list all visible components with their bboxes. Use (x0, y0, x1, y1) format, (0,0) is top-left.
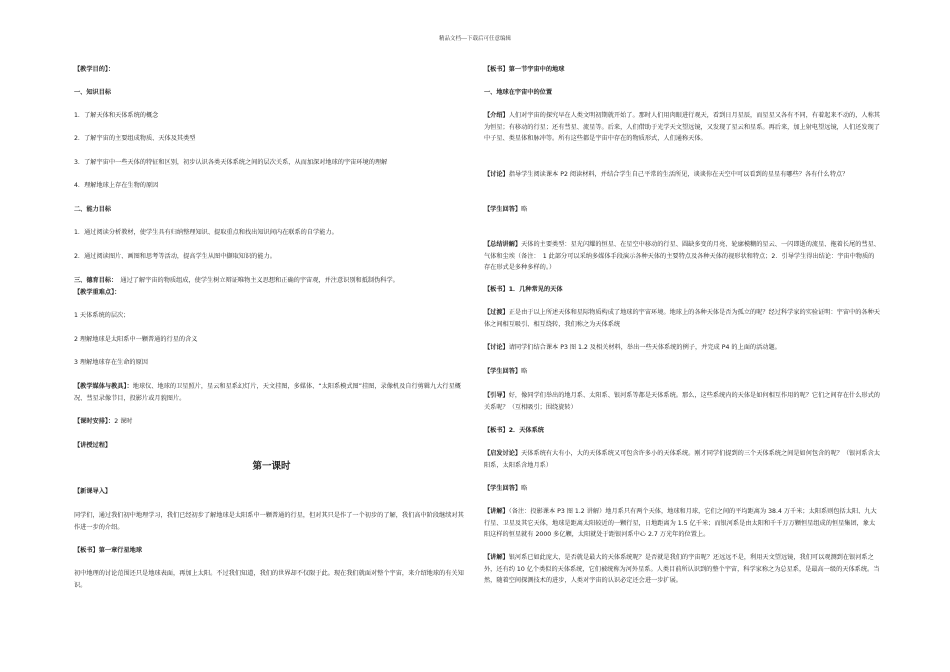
label: 【讨论】 (484, 171, 509, 178)
paragraph: 1 天体系统的层次； (74, 312, 130, 319)
heading: 【新课导入】 (74, 488, 112, 495)
paragraph: 【讨论】请同学们结合课本 P3 图 1.2 及相关材料，举出一些天体系统的例子，并完成 P4 的上面的活动题。 (484, 344, 781, 351)
heading: 【板书】1．几种常见的天体 (484, 286, 563, 293)
heading: 【教学目的】： (74, 66, 115, 73)
paragraph: 【引导】好，像同学们举出的地月系、太阳系、银河系等都是天体系统。那么，这些系统内的天体是如何相互作用的呢？它们之间存在什么形式的关系呢？（互相吸引；围绕旋转） (484, 392, 880, 411)
label: 【总结讲解】 (484, 241, 522, 248)
paragraph: 同学们，通过我们初中地理学习，我们已经初步了解地球是太阳系中一颗普通的行星，但对其只是作了一个初步的了解，我们高中阶段继续对其作进一步的介绍。 (74, 512, 464, 531)
paragraph: 初中地理的讨论范围还只是地球表面，再加上太阳。不过我们知道，我们的世界却不仅限于此。现在我们就面对整个宇宙，来介绍地球的有关知识。 (74, 570, 464, 589)
heading: 一、地球在宇宙中的位置 (484, 89, 553, 96)
paragraph: 2 理解地球是太阳系中一颗普通的行星的含义 (74, 336, 198, 343)
paragraph: 【过渡】正是由于以上所述天体和星际物质构成了地球的宇宙环境。地球上的各种天体是否为孤立的呢？经过科学家的实验证明：宇宙中的各种天体之间相互吸引、相互绕转，我们称之为天体系统 (484, 309, 880, 328)
label: 【过渡】 (484, 309, 509, 316)
paragraph: 1．了解天体和天体系统的概念 (74, 112, 159, 119)
label: 【学生回答】 (484, 485, 522, 492)
paragraph: 【学生回答】略 (484, 485, 528, 492)
label: 【启发讨论】 (484, 450, 522, 457)
label: 【引导】 (484, 392, 509, 399)
heading: 【讲授过程】 (74, 442, 112, 449)
heading: 二、能力目标 (74, 206, 112, 213)
paragraph: 三、德育目标： 通过了解宇宙的物质组成，使学生树立辩证唯物主义思想和正确的宇宙观，并注意识别和抵制伪科学。 (74, 277, 399, 284)
paragraph: 【课时安排】：2 课时 (74, 418, 133, 425)
paragraph: 【讨论】指导学生阅读课本 P2 阅读材料，并结合学生自己平常的生活所见，谈谈你在天空中可以看到的星星有哪些？各有什么特点？ (484, 171, 849, 178)
paragraph: 3．了解宇宙中一些天体的特征和区别，初步认识各类天体系统之间的层次关系，从而加深对地球的宇宙环境的理解 (74, 159, 388, 166)
paragraph: 4．理解地球上存在生物的原因 (74, 182, 159, 189)
paragraph: 【教学媒体与教具】：地球仪、地球的卫星照片，星云和星系幻灯片，天文挂图，多媒体、“太阳系模式图”挂图，录像机及自行剪辑九大行星概况、彗星录像节目，投影片或月貌图片。 (74, 383, 461, 402)
heading: 一、知识目标 (74, 89, 112, 96)
label: 【学生回答】 (484, 206, 522, 213)
paragraph: 2．通过阅读图片、画图和思考等活动，提高学生从图中撷取知识的能力。 (74, 253, 276, 260)
heading: 【教学重难点】： (74, 289, 121, 296)
paragraph: 【总结讲解】天体的主要类型：星光闪耀的恒星、在星空中移动的行星、圆缺多变的月亮、轮廓模糊的星云、一闪即逝的流星、拖着长尾的彗星、气体和尘埃（备注： 1 此部分可以采纳多媒体手段演示各种天体的主要特点及各种天体的视形状和特点；2．引导学生得出结论：宇宙中物质的存在形式是多种多样的。） (484, 241, 880, 271)
paragraph: 【学生回答】略 (484, 206, 528, 213)
paragraph: 3 理解地球存在生命的原因 (74, 359, 148, 366)
paragraph: 1．通过阅读分析教材，使学生具有归纳整理知识、提取重点和找出知识间内在联系的自学能力。 (74, 229, 338, 236)
page-header: 精品文档---下载后可任意编辑 (439, 36, 511, 42)
paragraph: 【学生回答】略 (484, 368, 528, 375)
paragraph: 【讲解】银河系已如此庞大，是否就是最大的天体系统呢？是否就是我们的宇宙呢？还远远不是，利用天文望远镜，我们可以观测到在银河系之外，还有约 10 亿个类似的天体系统，它们被统称为河外星系。人类目前所认识到的整个宇宙，科学家称之为总星系，是最高一级的天体系统。当然，随着空间探测技术的进步，人类对宇宙的认识必定还会进一步扩展。 (484, 554, 880, 584)
paragraph: 2．了解宇宙的主要组成物质、天体及其类型 (74, 135, 196, 142)
paragraph: 【启发讨论】天体系统有大有小，大的天体系统又可包含许多小的天体系统。刚才同学们提到的三个天体系统之间是如何包含的呢？（银河系含太阳系，太阳系含地月系） (484, 450, 880, 469)
label: 【讲解】 (484, 508, 509, 515)
heading: 【板书】第一节宇宙中的地球 (484, 66, 565, 73)
label: 【课时安排】： (74, 418, 115, 425)
section-title: 第一课时 (252, 461, 291, 472)
paragraph: 【讲解】（备注：投影课本 P3 图 1.2 讲解）地月系只有两个天体，地球和月球，它们之间的平均距离为 38.4 万千米；太阳系则包括太阳、九大行星、卫星及其它天体，地球是距离太阳较近的一颗行星，日地距离为 1.5 亿千米；而银河系是由太阳和千千万万颗恒星组成的恒星集团，象太阳这样的恒星就有 2000 多亿颗，太阳就处于距银河系中心 2.7 万光年的位置上。 (484, 508, 877, 538)
heading: 【板书】2．天体系统 (484, 427, 544, 434)
label: 【介绍】 (484, 112, 509, 119)
label: 【讲解】 (484, 554, 509, 561)
label: 三、德育目标： (74, 277, 115, 284)
paragraph: 【介绍】人们对宇宙的探究早在人类文明初期就开始了。那时人们用肉眼进行观天，看到日月星辰，而星星又各有不同，有着起来不动的，人称其为恒星；有移动的行星；还有彗星、流星等。后来，人们借助于光学天文望远镜，又发现了星云和星系。再后来，加上射电望远镜，人们还发现了中子星、类星体和脉冲等。所有这些都是宇宙中存在的物质形式，人们通称天体。 (484, 112, 880, 142)
label: 【学生回答】 (484, 368, 522, 375)
heading: 【板书】第一章行星地球 (74, 547, 143, 554)
label: 【教学媒体与教具】： (74, 383, 133, 390)
label: 【讨论】 (484, 344, 509, 351)
